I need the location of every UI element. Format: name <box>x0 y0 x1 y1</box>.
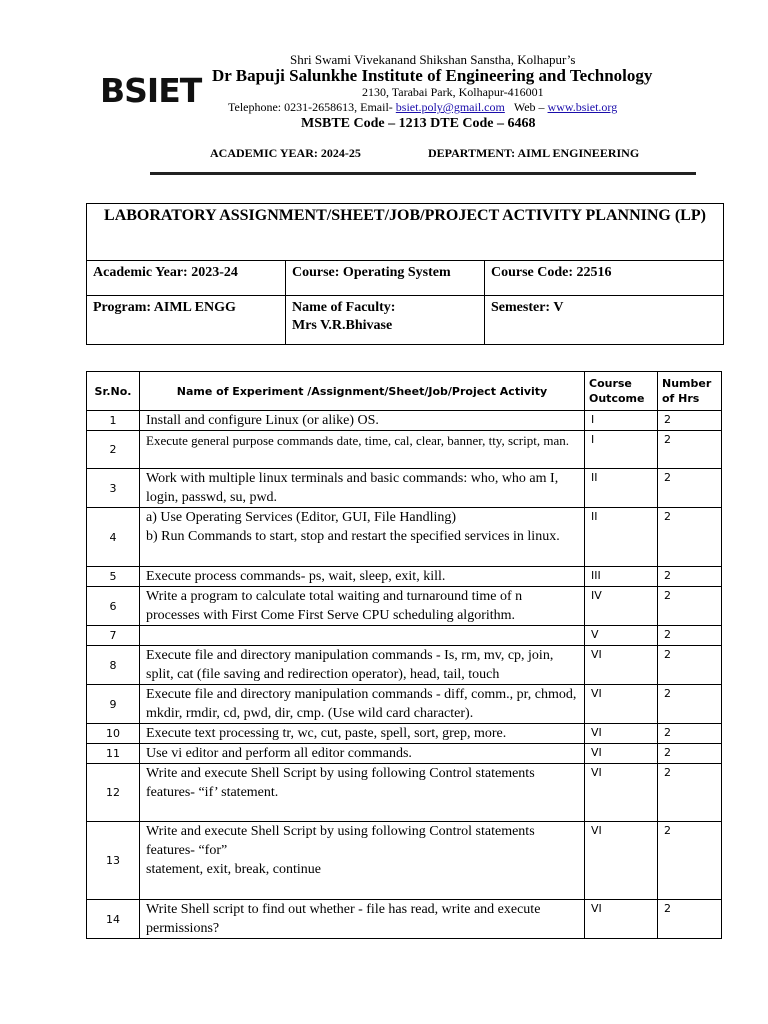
experiments-body <box>87 411 722 939</box>
web-link[interactable]: www.bsiet.org <box>547 100 618 114</box>
table-row <box>87 567 722 587</box>
row-sr-no: 4 <box>87 508 140 567</box>
row-course-outcome: VI <box>585 646 658 685</box>
row-experiment-name <box>140 567 585 587</box>
planning-info-table <box>86 203 724 345</box>
row-experiment-name <box>140 724 585 744</box>
institute-codes: MSBTE Code – 1213 DTE Code – 6468 <box>301 116 536 131</box>
row-number-of-hrs: 2 <box>658 822 722 900</box>
header-divider <box>150 172 696 175</box>
row-sr-no: 7 <box>87 626 140 646</box>
row-number-of-hrs: 2 <box>658 587 722 626</box>
table-row <box>87 685 722 724</box>
plan-course-code: Course Code: 22516 <box>485 261 724 296</box>
row-course-outcome: III <box>585 567 658 587</box>
table-row <box>87 508 722 567</box>
row-number-of-hrs: 2 <box>658 744 722 764</box>
row-number-of-hrs: 2 <box>658 626 722 646</box>
header-number-of-hrs: Number of Hrs <box>658 372 722 411</box>
row-course-outcome: VI <box>585 685 658 724</box>
table-row <box>87 411 722 431</box>
table-row <box>87 431 722 469</box>
experiment-text-line: Write a program to calculate total waiting and turnaround time of n processes with First Come First Serve CPU scheduling algorithm. <box>146 589 523 623</box>
experiments-table <box>86 371 722 939</box>
row-sr-no: 12 <box>87 764 140 822</box>
header-experiment-name: Name of Experiment /Assignment/Sheet/Job/Project Activity <box>140 372 585 411</box>
academic-year-header: ACADEMIC YEAR: 2024-25 <box>210 146 361 160</box>
experiment-text-line: Work with multiple linux terminals and basic commands: who, who am I, login, passwd, su, pwd. <box>146 471 559 505</box>
experiment-text-line: Write Shell script to find out whether - file has read, write and execute permissions? <box>146 902 541 936</box>
experiment-text-line: Execute file and directory manipulation commands - Is, rm, mv, cp, join, split, cat (file saving and redirection operator), head, tail, touch <box>146 648 554 682</box>
header-course-outcome: Course Outcome <box>585 372 658 411</box>
row-experiment-name <box>140 431 585 469</box>
row-sr-no: 6 <box>87 587 140 626</box>
experiment-text-line: Execute process commands- ps, wait, sleep, exit, kill. <box>146 569 446 584</box>
institute-address: 2130, Tarabai Park, Kolhapur-416001 <box>362 85 544 99</box>
row-course-outcome: V <box>585 626 658 646</box>
row-number-of-hrs: 2 <box>658 900 722 939</box>
row-sr-no: 13 <box>87 822 140 900</box>
table-row <box>87 744 722 764</box>
table-row <box>87 469 722 508</box>
row-number-of-hrs: 2 <box>658 646 722 685</box>
row-number-of-hrs: 2 <box>658 764 722 822</box>
row-number-of-hrs: 2 <box>658 411 722 431</box>
table-row <box>87 724 722 744</box>
row-course-outcome: II <box>585 469 658 508</box>
row-course-outcome: II <box>585 508 658 567</box>
row-sr-no: 10 <box>87 724 140 744</box>
email-link[interactable]: bsiet.poly@gmail.com <box>395 100 505 114</box>
row-sr-no: 8 <box>87 646 140 685</box>
experiment-text-line: statement, exit, break, continue <box>146 862 321 877</box>
society-name: Shri Swami Vivekanand Shikshan Sanstha, Kolhapur’s <box>290 52 576 67</box>
row-course-outcome: I <box>585 411 658 431</box>
row-course-outcome: VI <box>585 744 658 764</box>
row-experiment-name <box>140 764 585 822</box>
row-sr-no: 14 <box>87 900 140 939</box>
row-experiment-name <box>140 411 585 431</box>
table-row <box>87 587 722 626</box>
plan-faculty-label: Name of Faculty: <box>292 300 396 315</box>
experiment-text-line: Use vi editor and perform all editor commands. <box>146 746 412 761</box>
row-number-of-hrs: 2 <box>658 724 722 744</box>
row-sr-no: 11 <box>87 744 140 764</box>
row-course-outcome: I <box>585 431 658 469</box>
plan-semester: Semester: V <box>485 296 724 345</box>
row-experiment-name <box>140 900 585 939</box>
row-experiment-name <box>140 508 585 567</box>
plan-title: LABORATORY ASSIGNMENT/SHEET/JOB/PROJECT ACTIVITY PLANNING (LP) <box>87 204 724 261</box>
experiment-text-line: b) Run Commands to start, stop and restart the specified services in linux. <box>146 529 560 544</box>
institute-name: Dr Bapuji Salunkhe Institute of Engineering and Technology <box>212 66 653 85</box>
row-sr-no: 5 <box>87 567 140 587</box>
row-sr-no: 3 <box>87 469 140 508</box>
plan-faculty <box>286 296 485 345</box>
row-experiment-name <box>140 685 585 724</box>
row-number-of-hrs: 2 <box>658 685 722 724</box>
row-course-outcome: VI <box>585 724 658 744</box>
experiment-text-line: a) Use Operating Services (Editor, GUI, File Handling) <box>146 510 457 525</box>
table-row <box>87 822 722 900</box>
row-course-outcome: VI <box>585 822 658 900</box>
row-experiment-name <box>140 469 585 508</box>
row-course-outcome: VI <box>585 900 658 939</box>
plan-course: Course: Operating System <box>286 261 485 296</box>
experiment-text-line: Execute file and directory manipulation commands - diff, comm., pr, chmod, mkdir, rmdir, cd, pwd, dir, cmp. (Use wild card character). <box>146 687 577 721</box>
row-experiment-name <box>140 744 585 764</box>
institute-logo: BSIET <box>100 71 202 110</box>
row-number-of-hrs: 2 <box>658 431 722 469</box>
plan-academic-year: Academic Year: 2023-24 <box>87 261 286 296</box>
row-experiment-name <box>140 587 585 626</box>
letterhead <box>0 0 768 180</box>
experiment-text-line: Execute text processing tr, wc, cut, paste, spell, sort, grep, more. <box>146 726 507 741</box>
department-header: DEPARTMENT: AIML ENGINEERING <box>428 146 640 160</box>
plan-program: Program: AIML ENGG <box>87 296 286 345</box>
row-number-of-hrs: 2 <box>658 567 722 587</box>
experiment-text-line: Write and execute Shell Script by using following Control statements features- “for” <box>146 824 535 858</box>
table-row <box>87 900 722 939</box>
row-course-outcome: IV <box>585 587 658 626</box>
experiment-text-line: Write and execute Shell Script by using following Control statements features- “if’ statement. <box>146 766 535 800</box>
row-sr-no: 2 <box>87 431 140 469</box>
contact-prefix: Telephone: 0231-2658613, Email- <box>228 100 393 114</box>
plan-faculty-name: Mrs V.R.Bhivase <box>292 318 393 333</box>
row-experiment-name <box>140 626 585 646</box>
contact-line <box>228 100 617 115</box>
header-sr-no: Sr.No. <box>87 372 140 411</box>
row-experiment-name <box>140 646 585 685</box>
web-prefix: Web – <box>513 100 545 114</box>
row-sr-no: 9 <box>87 685 140 724</box>
table-row <box>87 646 722 685</box>
row-number-of-hrs: 2 <box>658 508 722 567</box>
row-experiment-name <box>140 822 585 900</box>
table-row <box>87 764 722 822</box>
table-row <box>87 626 722 646</box>
experiment-text-line: Execute general purpose commands date, time, cal, clear, banner, tty, script, man. <box>146 433 569 448</box>
row-sr-no: 1 <box>87 411 140 431</box>
row-number-of-hrs: 2 <box>658 469 722 508</box>
row-course-outcome: VI <box>585 764 658 822</box>
experiment-text-line: Install and configure Linux (or alike) OS. <box>146 413 379 428</box>
